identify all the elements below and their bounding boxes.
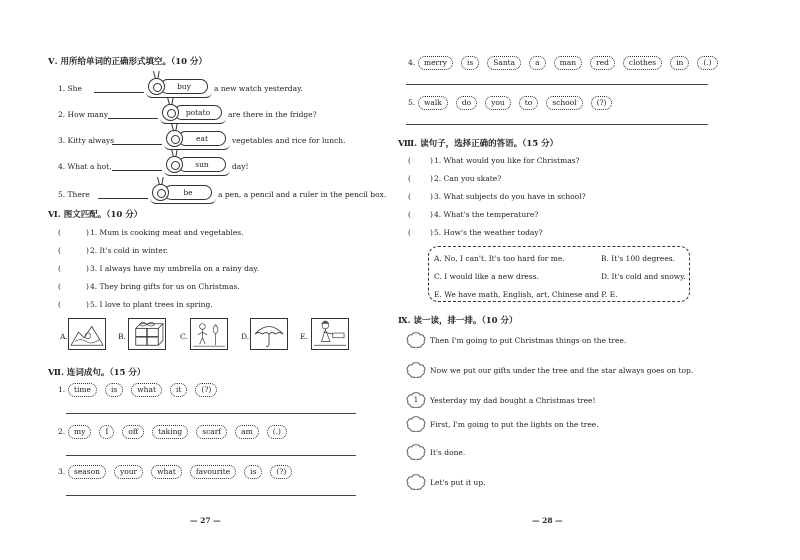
item-prefix: 2. How many — [58, 110, 109, 119]
picture-a-cold-winter — [68, 318, 106, 350]
word-card[interactable]: time — [68, 383, 97, 397]
word-card[interactable]: am — [235, 425, 259, 439]
word-card[interactable]: off — [122, 425, 144, 439]
answer-line[interactable] — [66, 455, 356, 456]
picture-label-b: B. — [118, 332, 126, 341]
row-number: 1. — [58, 385, 66, 394]
word-card[interactable]: (.) — [267, 425, 287, 439]
word-card[interactable]: what — [131, 383, 162, 397]
word-box-row — [68, 425, 295, 439]
word-card[interactable]: Santa — [487, 56, 521, 70]
answer-slot[interactable] — [80, 300, 84, 309]
page-number-left: — 27 — — [190, 516, 221, 525]
flower-order-slot[interactable] — [406, 392, 426, 408]
word-card[interactable]: walk — [418, 96, 448, 110]
word-card[interactable]: man — [554, 56, 582, 70]
section-8-title: Ⅷ. 读句子，选择正确的答语。（15 分） — [398, 139, 559, 149]
picture-b-gift-box — [128, 318, 166, 350]
word-card[interactable]: (?) — [270, 465, 292, 479]
story-sentence: It's done. — [430, 448, 466, 457]
answer-slot[interactable] — [80, 282, 84, 291]
word-card[interactable]: red — [590, 56, 615, 70]
answer-paren-open: ( — [408, 174, 411, 183]
answer-blank[interactable] — [94, 86, 144, 93]
answer-blank[interactable] — [112, 164, 162, 171]
item-prefix: 4. What a hot, — [58, 162, 112, 171]
answer-blank[interactable] — [98, 192, 148, 199]
picture-label-a: A. — [60, 332, 68, 341]
snail-shell-icon — [148, 78, 165, 95]
match-sentence: 5. I love to plant trees in spring. — [90, 300, 213, 309]
answer-paren-close: ) — [86, 246, 89, 255]
answer-slot[interactable] — [420, 174, 426, 183]
answer-paren-close: ) — [86, 264, 89, 273]
word-card[interactable]: merry — [418, 56, 453, 70]
answer-paren-open: ( — [58, 300, 61, 309]
snail-word-hint — [164, 128, 230, 152]
word-card[interactable]: your — [114, 465, 143, 479]
answer-slot[interactable] — [80, 264, 84, 273]
word-box-row — [418, 96, 620, 110]
match-sentence: 2. It's cold in winter. — [90, 246, 168, 255]
item-suffix: a pen, a pencil and a ruler in the pencil box. — [218, 190, 387, 199]
answer-slot[interactable] — [420, 156, 426, 165]
answer-paren-close: ) — [86, 300, 89, 309]
order-number — [406, 332, 426, 348]
question-sentence: 5. How's the weather today? — [434, 228, 543, 237]
option-c: C. I would like a new dress. — [434, 272, 539, 281]
word-card[interactable]: scarf — [196, 425, 227, 439]
word-card[interactable]: (?) — [591, 96, 613, 110]
story-sentence: Now we put our gifts under the tree and the star always goes on top. — [430, 366, 694, 375]
word-card[interactable]: taking — [152, 425, 188, 439]
flower-order-slot[interactable] — [406, 444, 426, 460]
snail-shell-icon — [162, 104, 179, 121]
word-box-row — [68, 465, 300, 479]
item-prefix: 5. There — [58, 190, 90, 199]
answer-slot[interactable] — [420, 192, 426, 201]
option-b: B. It's 100 degrees. — [601, 254, 675, 263]
row-number: 4. — [408, 58, 416, 67]
item-suffix: are there in the fridge? — [228, 110, 317, 119]
answer-slot[interactable] — [420, 228, 426, 237]
row-number: 3. — [58, 467, 66, 476]
picture-label-d: D. — [241, 332, 250, 341]
snail-shell-icon — [166, 130, 183, 147]
word-card[interactable]: in — [670, 56, 689, 70]
question-sentence: 1. What would you like for Christmas? — [434, 156, 580, 165]
answer-slot[interactable] — [80, 246, 84, 255]
hint-word: sun — [178, 157, 226, 172]
picture-label-c: C. — [180, 332, 188, 341]
snail-word-hint — [150, 182, 216, 206]
answer-line[interactable] — [406, 124, 708, 125]
snail-word-hint — [164, 154, 230, 178]
answer-paren-open: ( — [408, 192, 411, 201]
row-number: 2. — [58, 427, 66, 436]
match-sentence: 4. They bring gifts for us on Christmas. — [90, 282, 240, 291]
answer-paren-open: ( — [408, 228, 411, 237]
snail-shell-icon — [152, 184, 169, 201]
picture-c-planting-tree — [190, 318, 228, 350]
word-card[interactable]: clothes — [623, 56, 662, 70]
story-sentence: Then I'm going to put Christmas things on the tree. — [430, 336, 627, 345]
order-number: 1 — [413, 396, 419, 404]
word-card[interactable]: my — [68, 425, 91, 439]
match-sentence: 1. Mum is cooking meat and vegetables. — [90, 228, 244, 237]
fill-in-item — [58, 136, 114, 145]
word-box-row — [418, 56, 726, 70]
answer-slot[interactable] — [420, 210, 426, 219]
answer-paren-open: ( — [408, 210, 411, 219]
flower-order-slot[interactable] — [406, 332, 426, 348]
item-suffix: vegetables and rice for lunch. — [232, 136, 346, 145]
answer-blank[interactable] — [112, 138, 162, 145]
word-card[interactable]: is — [244, 465, 262, 479]
page-number-right: — 28 — — [532, 516, 563, 525]
word-card[interactable]: I — [99, 425, 114, 439]
order-number — [406, 416, 426, 432]
story-sentence: First, I'm going to put the lights on the tree. — [430, 420, 599, 429]
match-sentence: 3. I always have my umbrella on a rainy day. — [90, 264, 260, 273]
picture-label-e: E. — [300, 332, 308, 341]
fill-in-item — [58, 84, 82, 93]
word-card[interactable]: (?) — [195, 383, 217, 397]
section-6-title: Ⅵ. 图文匹配。（10 分） — [48, 210, 143, 220]
answer-line[interactable] — [66, 413, 356, 414]
answer-paren-close: ) — [430, 192, 433, 201]
answer-paren-close: ) — [430, 228, 433, 237]
order-number — [406, 444, 426, 460]
order-number — [406, 474, 426, 490]
word-card[interactable]: a — [529, 56, 545, 70]
word-card[interactable]: school — [546, 96, 582, 110]
flower-order-slot[interactable] — [406, 474, 426, 490]
section-5-title: Ⅴ. 用所给单词的正确形式填空。（10 分） — [48, 57, 208, 67]
answer-line[interactable] — [406, 84, 708, 85]
order-number — [406, 362, 426, 378]
word-card[interactable]: what — [151, 465, 182, 479]
section-7-title: Ⅶ. 连词成句。（15 分） — [48, 368, 146, 378]
flower-order-slot[interactable] — [406, 362, 426, 378]
word-box-row — [68, 383, 225, 397]
word-card[interactable]: you — [485, 96, 511, 110]
snail-word-hint — [146, 76, 212, 100]
answer-paren-close: ) — [430, 210, 433, 219]
section-9-title: Ⅸ. 读一读，排一排。（10 分） — [398, 316, 518, 326]
question-sentence: 2. Can you skate? — [434, 174, 502, 183]
story-sentence: Yesterday my dad bought a Christmas tree! — [430, 396, 596, 405]
option-e: E. We have math, English, art, Chinese and P. E. — [434, 290, 618, 299]
item-suffix: a new watch yesterday. — [214, 84, 303, 93]
word-card[interactable]: is — [105, 383, 123, 397]
answer-line[interactable] — [66, 495, 356, 496]
question-sentence: 3. What subjects do you have in school? — [434, 192, 586, 201]
answer-paren-open: ( — [58, 264, 61, 273]
answer-paren-open: ( — [58, 246, 61, 255]
picture-e-cooking — [311, 318, 349, 350]
question-sentence: 4. What's the temperature? — [434, 210, 539, 219]
option-d: D. It's cold and snowy. — [601, 272, 686, 281]
fill-in-item — [58, 110, 108, 119]
answer-paren-open: ( — [58, 228, 61, 237]
answer-paren-open: ( — [408, 156, 411, 165]
answer-slot[interactable] — [80, 228, 84, 237]
word-card[interactable]: it — [170, 383, 187, 397]
word-card[interactable]: do — [456, 96, 477, 110]
answer-paren-close: ) — [430, 156, 433, 165]
answer-blank[interactable] — [108, 112, 158, 119]
item-prefix: 3. Kitty always — [58, 136, 115, 145]
option-a: A. No, I can't. It's too hard for me. — [434, 254, 565, 263]
answer-paren-close: ) — [86, 228, 89, 237]
story-sentence: Let's put it up. — [430, 478, 486, 487]
item-prefix: 1. She — [58, 84, 82, 93]
word-card[interactable]: (.) — [697, 56, 717, 70]
flower-order-slot[interactable] — [406, 416, 426, 432]
hint-word: potato — [174, 105, 222, 120]
answer-paren-close: ) — [86, 282, 89, 291]
row-number: 5. — [408, 98, 416, 107]
fill-in-item — [58, 190, 90, 199]
word-card[interactable]: season — [68, 465, 106, 479]
item-suffix: day! — [232, 162, 249, 171]
answer-paren-open: ( — [58, 282, 61, 291]
word-card[interactable]: to — [519, 96, 539, 110]
word-card[interactable]: favourite — [190, 465, 236, 479]
hint-word: buy — [160, 79, 208, 94]
picture-d-umbrella — [250, 318, 288, 350]
fill-in-item — [58, 162, 112, 171]
answer-paren-close: ) — [430, 174, 433, 183]
hint-word: be — [164, 185, 212, 200]
hint-word: eat — [178, 131, 226, 146]
word-card[interactable]: is — [461, 56, 479, 70]
snail-shell-icon — [166, 156, 183, 173]
